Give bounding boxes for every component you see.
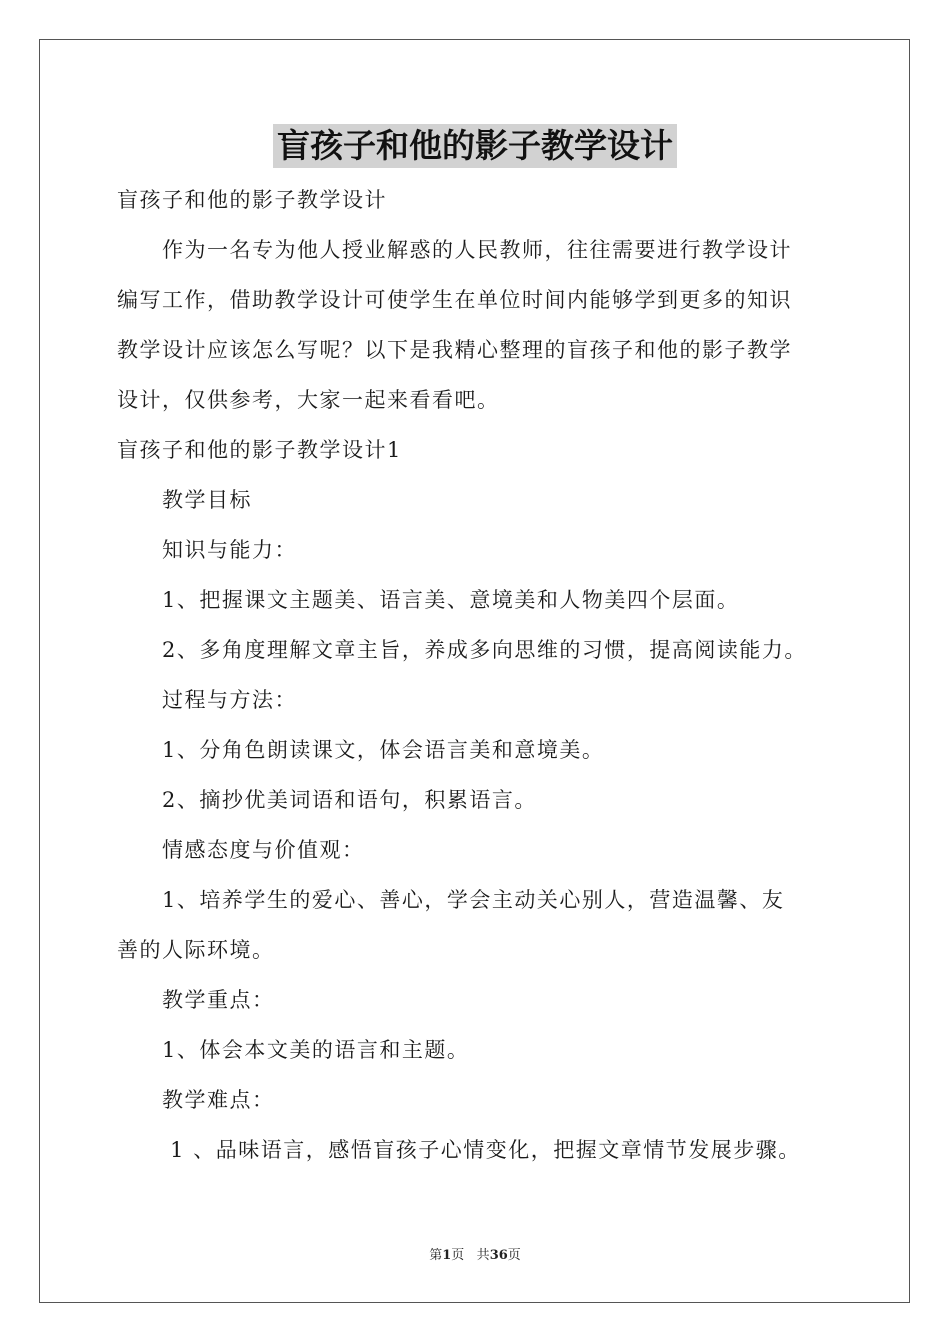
body-line: 作为一名专为他人授业解惑的人民教师，往往需要进行教学设计: [117, 238, 792, 262]
total-prefix: 共: [476, 1248, 490, 1263]
heading-line: 盲孩子和他的影子教学设计: [117, 188, 387, 212]
body-line: 教学难点：: [117, 1088, 275, 1112]
body-line: 1、体会本文美的语言和主题。: [117, 1038, 470, 1062]
body-line: 教学设计应该怎么写呢？以下是我精心整理的盲孩子和他的影子教学: [117, 338, 792, 362]
body-line: 1、分角色朗读课文，体会语言美和意境美。: [117, 738, 605, 762]
page-number: 1: [442, 1248, 452, 1263]
page-footer: [0, 1248, 950, 1264]
page-suffix: 页: [451, 1248, 465, 1263]
title-wrap: [0, 124, 950, 168]
body-line: 教学目标: [117, 488, 252, 512]
body-line: 善的人际环境。: [117, 938, 275, 962]
body-line: 情感态度与价值观：: [117, 838, 365, 862]
body-line: 教学重点：: [117, 988, 275, 1012]
section-heading: 盲孩子和他的影子教学设计1: [117, 438, 402, 462]
body-line: 1、培养学生的爱心、善心，学会主动关心别人，营造温馨、友: [117, 888, 785, 912]
page-prefix: 第: [429, 1248, 443, 1263]
total-pages: 36: [489, 1248, 508, 1263]
document-title: 盲孩子和他的影子教学设计: [273, 124, 677, 168]
body-line: 知识与能力：: [117, 538, 297, 562]
body-line: 2、摘抄优美词语和语句，积累语言。: [117, 788, 537, 812]
body-line: 设计，仅供参考，大家一起来看看吧。: [117, 388, 500, 412]
body-line: 2、多角度理解文章主旨，养成多向思维的习惯，提高阅读能力。: [117, 638, 807, 662]
body-line: 1、把握课文主题美、语言美、意境美和人物美四个层面。: [117, 588, 740, 612]
body-line: 过程与方法：: [117, 688, 297, 712]
total-suffix: 页: [507, 1248, 521, 1263]
body-line: 编写工作，借助教学设计可使学生在单位时间内能够学到更多的知识: [117, 288, 792, 312]
body-line: 1 、品味语言，感悟盲孩子心情变化，把握文章情节发展步骤。: [117, 1138, 801, 1162]
